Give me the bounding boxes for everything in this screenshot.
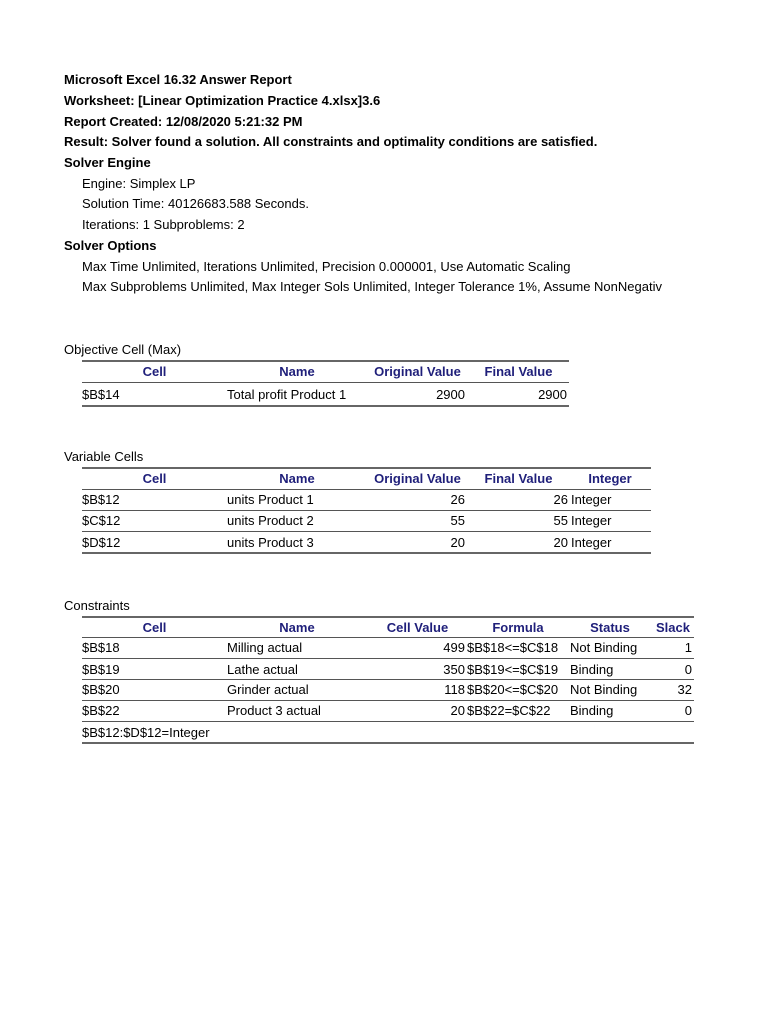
constraint-status: Not Binding xyxy=(570,682,638,697)
constraint-formula: $B$18<=$C$18 xyxy=(467,640,559,655)
row-divider xyxy=(82,531,651,532)
constraints-col-slack: Slack xyxy=(656,620,690,635)
variables-col-name: Name xyxy=(279,471,315,486)
variable-name: units Product 3 xyxy=(227,535,314,550)
engine-line: Engine: Simplex LP xyxy=(82,176,196,191)
constraint-status: Binding xyxy=(570,662,614,677)
row-divider xyxy=(82,700,694,701)
objective-original-value: 2900 xyxy=(436,387,465,402)
constraint-slack: 0 xyxy=(684,662,692,677)
variable-integer: Integer xyxy=(571,535,612,550)
constraints-col-name: Name xyxy=(279,620,315,635)
variable-original: 55 xyxy=(450,513,465,528)
constraint-slack: 1 xyxy=(684,640,692,655)
variable-name: units Product 2 xyxy=(227,513,314,528)
constraint-formula: $B$20<=$C$20 xyxy=(467,682,559,697)
constraints-col-formula: Formula xyxy=(492,620,544,635)
constraints-bottom-rule xyxy=(82,742,694,744)
constraint-status: Not Binding xyxy=(570,640,638,655)
variable-final: 55 xyxy=(553,513,568,528)
solver-options-heading: Solver Options xyxy=(64,238,157,253)
constraints-top-rule xyxy=(82,616,694,618)
row-divider xyxy=(82,679,694,680)
report-title: Microsoft Excel 16.32 Answer Report xyxy=(64,72,292,87)
worksheet-line: Worksheet: [Linear Optimization Practice 4.xlsx]3.6 xyxy=(64,93,381,108)
constraint-slack: 32 xyxy=(677,682,692,697)
constraints-section-label: Constraints xyxy=(64,598,130,613)
variable-final: 20 xyxy=(553,535,568,550)
constraints-col-cell-value: Cell Value xyxy=(386,620,449,635)
objective-col-original: Original Value xyxy=(374,364,461,379)
variable-original: 20 xyxy=(450,535,465,550)
result-line: Result: Solver found a solution. All constraints and optimality conditions are satisfied. xyxy=(64,134,598,149)
options-line-1: Max Time Unlimited, Iterations Unlimited, Precision 0.000001, Use Automatic Scaling xyxy=(82,259,571,274)
constraint-name: Milling actual xyxy=(227,640,303,655)
objective-top-rule xyxy=(82,360,569,362)
variable-cell-ref: $B$12 xyxy=(82,492,120,507)
constraints-header-rule xyxy=(82,637,694,638)
objective-final-value: 2900 xyxy=(538,387,567,402)
variable-final: 26 xyxy=(553,492,568,507)
constraint-cell-ref: $B$18 xyxy=(82,640,120,655)
constraint-name: Grinder actual xyxy=(227,682,309,697)
variables-top-rule xyxy=(82,467,651,469)
variable-name: units Product 1 xyxy=(227,492,314,507)
variables-bottom-rule xyxy=(82,552,651,554)
iterations-line: Iterations: 1 Subproblems: 2 xyxy=(82,217,245,232)
constraint-formula: $B$22=$C$22 xyxy=(467,703,551,718)
constraint-cell-ref: $B$20 xyxy=(82,682,120,697)
objective-col-cell: Cell xyxy=(142,364,167,379)
constraint-name: Lathe actual xyxy=(227,662,298,677)
constraint-formula: $B$19<=$C$19 xyxy=(467,662,559,677)
constraint-cell-value: 118 xyxy=(444,682,465,697)
variable-cell-ref: $C$12 xyxy=(82,513,121,528)
variables-section-label: Variable Cells xyxy=(64,449,144,464)
variable-integer: Integer xyxy=(571,492,612,507)
constraints-col-status: Status xyxy=(590,620,630,635)
constraint-cell-value: 350 xyxy=(443,662,465,677)
constraint-cell-ref: $B$22 xyxy=(82,703,120,718)
objective-col-name: Name xyxy=(279,364,315,379)
row-divider xyxy=(82,658,694,659)
options-line-2: Max Subproblems Unlimited, Max Integer Sols Unlimited, Integer Tolerance 1%, Assume NonNegativ xyxy=(82,279,662,294)
row-divider xyxy=(82,721,694,722)
integer-constraint-note: $B$12:$D$12=Integer xyxy=(82,725,210,740)
row-divider xyxy=(82,510,651,511)
report-created-line: Report Created: 12/08/2020 5:21:32 PM xyxy=(64,114,303,129)
constraint-cell-ref: $B$19 xyxy=(82,662,120,677)
variable-original: 26 xyxy=(450,492,465,507)
objective-cell-ref: $B$14 xyxy=(82,387,120,402)
variables-col-integer: Integer xyxy=(588,471,632,486)
constraint-cell-value: 20 xyxy=(450,703,465,718)
constraint-cell-value: 499 xyxy=(443,640,465,655)
variables-col-original: Original Value xyxy=(374,471,461,486)
constraints-col-cell: Cell xyxy=(142,620,167,635)
objective-col-final: Final Value xyxy=(484,364,553,379)
objective-header-rule xyxy=(82,382,569,383)
constraint-status: Binding xyxy=(570,703,614,718)
constraint-slack: 0 xyxy=(684,703,692,718)
objective-cell-name: Total profit Product 1 xyxy=(227,387,347,402)
objective-bottom-rule xyxy=(82,405,569,407)
variables-header-rule xyxy=(82,489,651,490)
variables-col-final: Final Value xyxy=(484,471,553,486)
constraint-name: Product 3 actual xyxy=(227,703,321,718)
variable-integer: Integer xyxy=(571,513,612,528)
objective-section-label: Objective Cell (Max) xyxy=(64,342,182,357)
solution-time-line: Solution Time: 40126683.588 Seconds. xyxy=(82,196,309,211)
solver-engine-heading: Solver Engine xyxy=(64,155,151,170)
variable-cell-ref: $D$12 xyxy=(82,535,121,550)
variables-col-cell: Cell xyxy=(142,471,167,486)
